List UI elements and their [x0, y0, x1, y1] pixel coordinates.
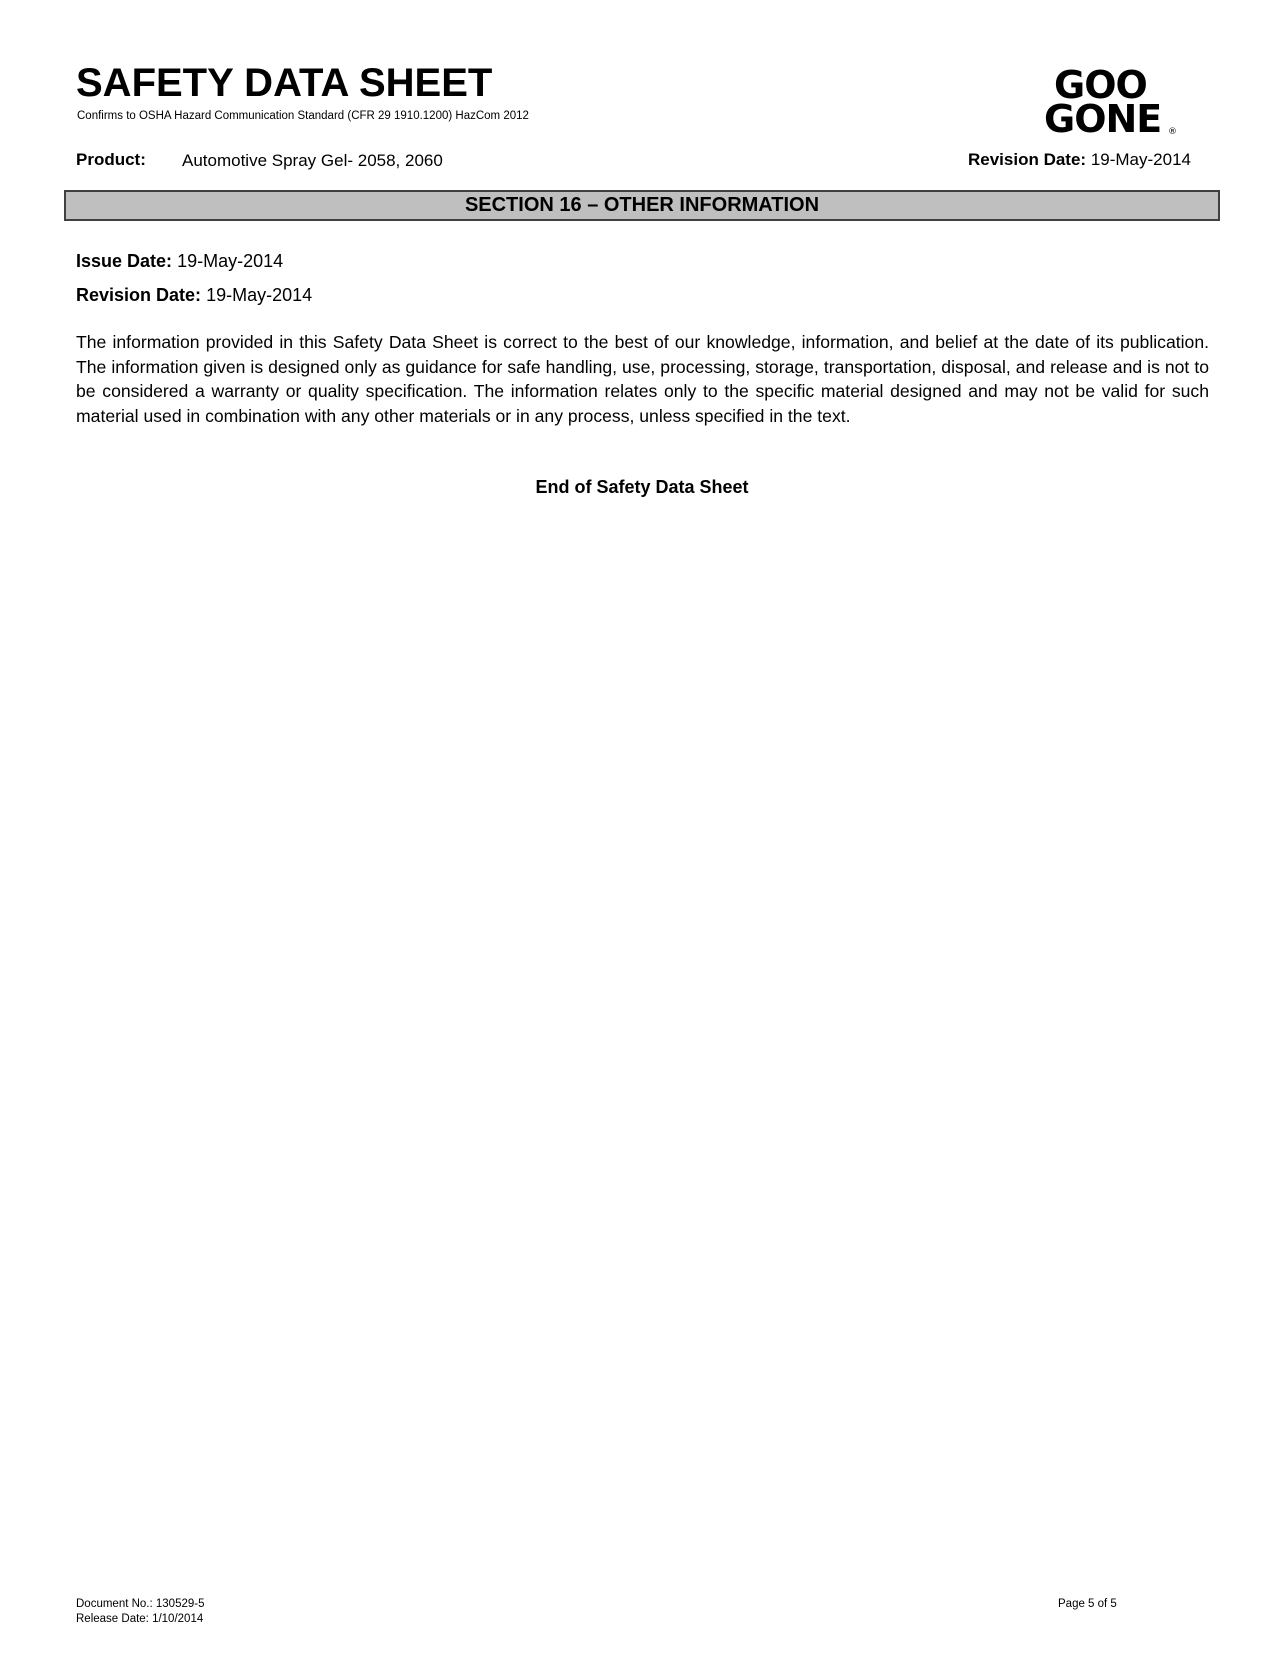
issue-date-label: Issue Date: [76, 251, 173, 271]
revision-date [76, 284, 312, 306]
product-value: Automotive Spray Gel- 2058, 2060 [182, 151, 443, 170]
product-label: Product: [76, 150, 146, 169]
revision-date-value: 19-May-2014 [206, 285, 313, 305]
release-date: Release Date: 1/10/2014 [76, 1613, 204, 1625]
disclaimer-paragraph: The information provided in this Safety Data Sheet is correct to the best of our knowledge, information, and belief at the date of its publication. The information given is designed only as guidance for safe handling, use, processing, storage, transportation, disposal, and release and is not to be considered a warranty or quality specification. The information relates only to the specific material designed and may not be valid for such material used in combination with any other materials or in any process, unless specified in the text. [76, 332, 1209, 426]
conformance-statement: Confirms to OSHA Hazard Communication Standard (CFR 29 1910.1200) HazCom 2012 [77, 110, 529, 122]
issue-date [76, 250, 283, 272]
section-heading: SECTION 16 – OTHER INFORMATION [64, 190, 1220, 221]
header-revision-label: Revision Date: [968, 150, 1087, 169]
registered-mark: ® [1168, 127, 1177, 137]
logo-text-line1: GOO [1054, 63, 1147, 107]
document-number: Document No.: 130529-5 [76, 1598, 205, 1610]
document-title: SAFETY DATA SHEET [76, 61, 493, 105]
revision-date-label: Revision Date: [76, 285, 202, 305]
end-of-sheet: End of Safety Data Sheet [535, 477, 749, 497]
header-revision-value: 19-May-2014 [1090, 150, 1191, 169]
page-number: Page 5 of 5 [1058, 1598, 1117, 1610]
issue-date-value: 19-May-2014 [177, 251, 284, 271]
header-revision-date [968, 150, 1191, 170]
goo-gone-logo [1044, 63, 1184, 146]
logo-text-line2: GONE [1044, 97, 1162, 141]
footer-document-info [76, 1597, 205, 1627]
